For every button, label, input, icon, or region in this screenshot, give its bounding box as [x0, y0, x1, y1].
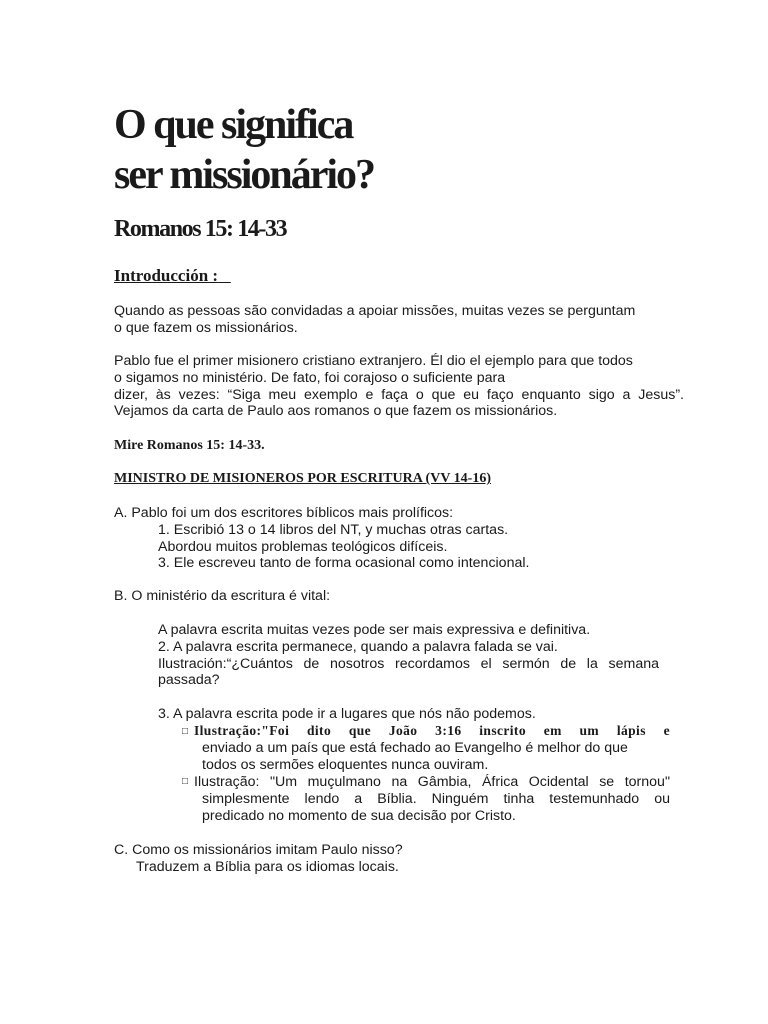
- bullet-box-icon: □: [182, 776, 189, 787]
- list-item: A palavra escrita muitas vezes pode ser mais expressiva e definitiva.: [158, 622, 591, 638]
- title-line-2: ser missionário?: [114, 152, 375, 198]
- section-heading: MINISTRO DE MISIONEROS POR ESCRITURA (VV 14-16): [114, 471, 492, 486]
- intro-paragraph-1: [114, 303, 635, 337]
- point-c-heading: C. Como os missionários imitam Paulo nisso?: [114, 842, 403, 858]
- introduction-heading: [114, 266, 231, 286]
- read-instruction: Mire Romanos 15: 14-33.: [114, 438, 265, 453]
- bullet-line: todos os sermões eloquentes nunca ouviram.: [202, 757, 489, 774]
- list-item: 2. A palavra escrita permanece, quando a palavra falada se vai.: [158, 638, 558, 655]
- introduction-heading-text: Introducción :: [114, 266, 219, 285]
- bullet-illustration-1: [182, 723, 670, 774]
- illustration-line: Ilustración:“¿Cuántos de nosotros recordamos el sermón de la semana: [158, 655, 659, 672]
- bullet-text: Ilustração:"Foi dito que João 3:16 inscrito em um lápis e: [194, 723, 670, 738]
- bullet-illustration-2: [182, 774, 670, 825]
- text-line: o que fazem os missionários.: [114, 319, 298, 336]
- bullet-line: [182, 723, 670, 740]
- bullet-line: simplesmente lendo a Bíblia. Ninguém tinha testemunhado ou: [202, 790, 670, 807]
- bullet-text: Ilustração: "Um muçulmano na Gâmbia, África Ocidental se tornou": [194, 774, 670, 791]
- text-line: Quando as pessoas são convidadas a apoiar missões, muitas vezes se perguntam: [114, 303, 636, 319]
- point-a-heading: A. Pablo foi um dos escritores bíblicos mais prolíficos:: [114, 505, 454, 521]
- text-line: o sigamos no ministério. De fato, foi corajoso o suficiente para: [114, 369, 506, 386]
- list-item: 3. A palavra escrita pode ir a lugares que nós não podemos.: [158, 705, 536, 722]
- list-item: Traduzem a Bíblia para os idiomas locais.: [136, 858, 399, 875]
- intro-paragraph-2: [114, 353, 684, 420]
- illustration-line: passada?: [158, 672, 220, 689]
- text-line: Pablo fue el primer misionero cristiano extranjero. Él dio el ejemplo para que todos: [114, 353, 633, 369]
- bullet-box-icon: □: [182, 725, 189, 737]
- bullet-line: [182, 774, 670, 791]
- scripture-reference: Romanos 15: 14-33: [114, 216, 287, 242]
- point-a: [114, 505, 529, 572]
- text-line: Vejamos da carta de Paulo aos romanos o que fazem os missionários.: [114, 403, 558, 420]
- list-item: 1. Escribió 13 o 14 libros del NT, y muchas otras cartas.: [158, 521, 509, 538]
- list-item: 3. Ele escreveu tanto de forma ocasional como intencional.: [158, 555, 530, 572]
- list-item: Abordou muitos problemas teológicos difíceis.: [158, 538, 448, 555]
- bullet-line: enviado a um país que está fechado ao Evangelho é melhor do que: [202, 740, 628, 757]
- point-b-list: [158, 622, 659, 723]
- text-line: dizer, às vezes: “Siga meu exemplo e faça o que eu faço enquanto sigo a Jesus”.: [114, 386, 684, 403]
- page-title: [114, 100, 374, 200]
- title-line-1: O que significa: [114, 102, 353, 148]
- point-c: [114, 842, 403, 876]
- point-b-heading: B. O ministério da escritura é vital:: [114, 588, 331, 604]
- bullet-line: predicado no momento de sua decisão por Cristo.: [202, 807, 516, 824]
